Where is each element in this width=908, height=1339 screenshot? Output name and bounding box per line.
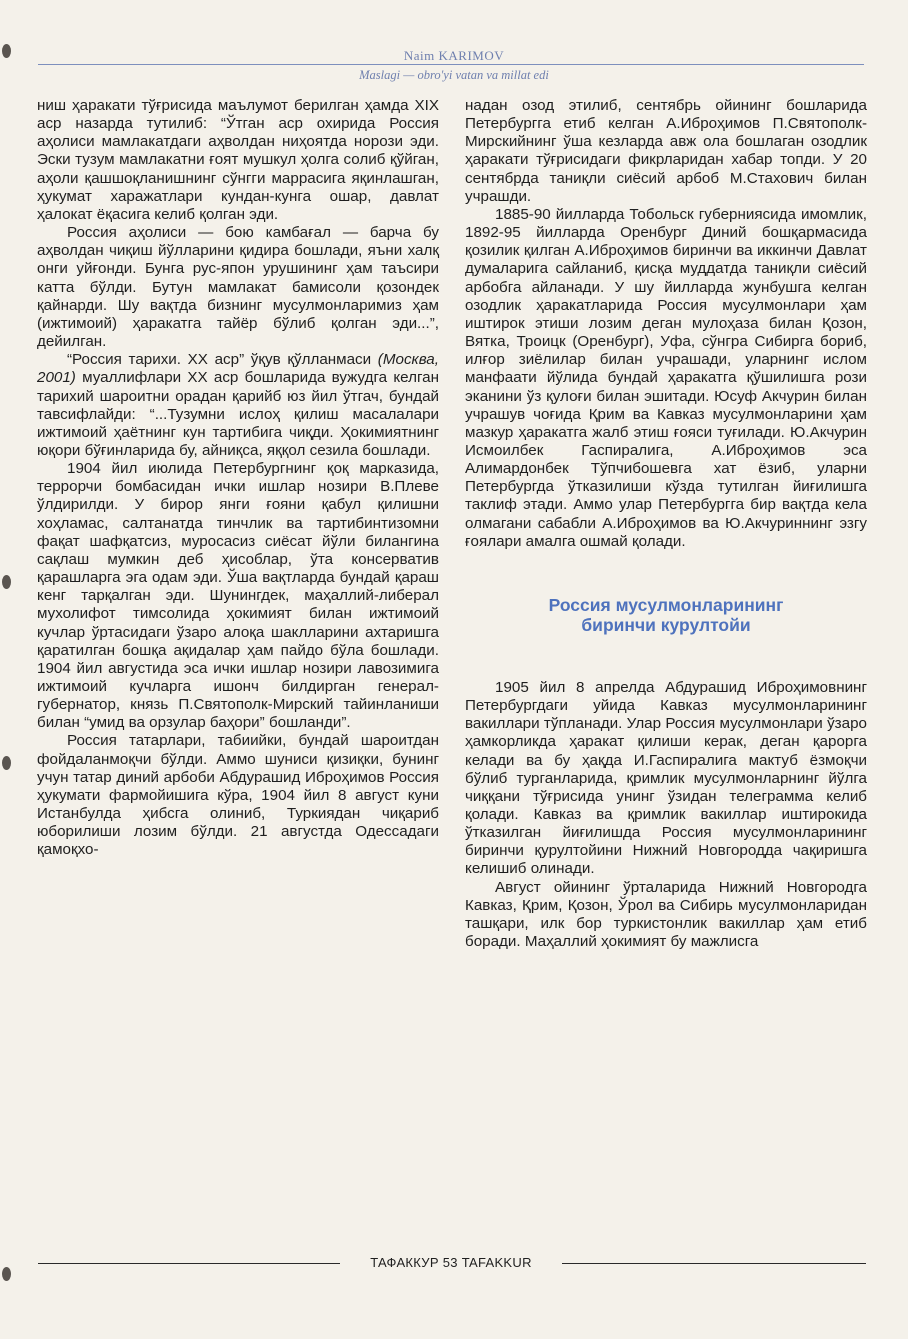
page-footer: ТАФАККУР 53 TAFAKKUR — [370, 1255, 532, 1270]
paragraph: Россия татарлари, табиийки, бундай шароитдан фойдаланмоқчи бўлди. Аммо шуниси қизиқки, бунинг учун татар диний арбоби Абдурашид Иброҳимов Россия ҳукумати фармойишига кўра, 1904 йил 8 август куни Истанбулда ҳибсга олиниб, Туркиядан чиқариб юборилиши лозим бўлди. 21 августда Одессадаги қамоқхо- — [37, 732, 439, 859]
binder-hole — [2, 1267, 11, 1281]
footer-rule-right — [562, 1263, 866, 1264]
citation: (Москва, 2001) — [37, 351, 439, 387]
paragraph: надан озод этилиб, сентябрь ойининг бошларида Петербургга етиб келган А.Иброҳимов П.Святополк-Мирскийнинг ўша кезларда авж ола бошлаган озодлик ҳаракати тўғрисидаги фикрларидан хабар топди. У 20 сентябрда таниқли сиёсий арбоб М.Стахович билан учрашди. — [465, 97, 867, 205]
paragraph-text: муаллифлари XX аср бошларида вужудга келган тарихий шароитни орадан қарийб юз йил ўтгач, бундай тавсифлайди: “...Тузумни ислоҳ қилиш масалалари ижтимоий ҳаётнинг кун тартибига чиқди. Ҳокимиятнинг юқори бўғинларида бу, айниқса, яққол сезила бошлади. — [37, 369, 439, 459]
binder-hole — [2, 575, 11, 589]
paragraph: 1905 йил 8 апрелда Абдурашид Иброҳимовнинг Петербургдаги уйида Кавказ мусулмонларининг вакиллари тўпланади. Улар Россия мусулмонлари ўзаро ҳамкорликда ҳаракат қилиши керак, деган қарорга келади ва бу ҳақда И.Гаспиралига мактуб ёзмоқчи бўлиб турганларида, қримлик мусулмонларнинг йўлга чиққани тўғрисида унинг ўзидан телеграмма келиб қолади. Кавказ ва қримлик вакиллар иштирокида ўтказилган йиғилишда Россия мусулмонларининг биринчи қурултойини Нижний Новгородда чақиришга келишиб олинади. — [465, 678, 867, 878]
paragraph — [37, 351, 439, 460]
section-heading — [465, 595, 867, 635]
running-header-subtitle: Maslagi — obro'yi vatan va millat edi — [359, 68, 549, 82]
left-column — [37, 97, 439, 860]
footer-rule-left — [38, 1263, 340, 1264]
binder-hole — [2, 756, 11, 770]
paragraph: ниш ҳаракати тўғрисида маълумот берилган ҳамда XIX аср назарда тутилиб: “Ўтган аср охирида Россия аҳолиси мамлакатдаги аҳволдан ниҳоятда норози эди. Эски тузум мамлакатни ғоят мушкул ҳолга солиб қўйган, аҳоли қашшоқланишнинг сўнгги маррасига яқинлашган, ҳукумат харажатлари кундан-кунга ошар, давлат ҳалокат ёқасига келиб қолган эди. — [37, 97, 439, 223]
paragraph-text: “Россия тарихи. XX аср” ўқув қўлланмаси — [67, 351, 372, 369]
paragraph: 1904 йил июлида Петербургнинг қоқ марказида, террорчи бомбасидан ички ишлар нозири В.Плеве ўлдирилди. У бирор янги ғояни қабул қилишни хоҳламас, салтанатда тинчлик ва тартибинтизомни фақат шафқатсиз, муросасиз сиёсат йўли билангина сақлаш мумкин деб ҳисоблар, ўта консерватив қарашларга эга одам эди. Ўша вақтларда бундай қараш кенг тарқалган эди. Шунингдек, маҳаллий-либерал мухолифот тимсолида ҳокимият билан ижтимоий кучлар ўртасидаги ўзаро алоқа шаклларини ахтаришга қаратилган бошқа ақидалар ҳам пайдо бўла бошлади. 1904 йил августида эса ички ишлар нозири лавозимига ижтимоий кучларга ишонч билдирган генерал-губернатор, князь П.Святополк-Мирский тайинланиши билан “умид ва орзулар баҳори” бошланди”. — [37, 460, 439, 732]
paragraph: 1885-90 йилларда Тобольск губерниясида имомлик, 1892-95 йилларда Оренбург Диний бошқармасида қозилик қилган А.Иброҳимов биринчи ва иккинчи Давлат думаларига сайланиб, қисқа муддатда таниқли сиёсий арбобга айланади. У шу йилларда жунбушга келган озодлик ҳаракатларида Россия мусулмонлари ҳам иштирок этиши лозим деган мулоҳаза билан Қозон, Вятка, Троицк (Оренбург), Уфа, сўнгра Сибирга бориб, илғор зиёлилар билан учрашади, уларнинг ислом манфаати йўлида бундай ҳаракатга қўшилишга рози эканини ўз қулоғи билан эшитади. Юсуф Акчурин билан учрашув чоғида Қрим ва Кавказ мусулмонларини ҳам мазкур ҳаракатга жалб этиш ғояси туғилади. Ю.Акчурин Исмоилбек Гаспиралига, А.Иброҳимов эса Алимардонбек Тўпчибошевга хат ёзиб, уларни Петербургда ўтказилиши кўзда тутилган йиғилишга таклиф этади. Аммо улар Петербургга бир вақтда кела олмагани сабабли А.Иброҳимов ва Ю.Акчуриннинг эзгу ғоялари амалга ошмай қолади. — [465, 205, 867, 550]
paragraph: Россия аҳолиси — бою камбағал — барча бу аҳволдан чиқиш йўлларини қидира бошлади, яъни халқ онги уйғонди. Бунга рус-япон урушининг ҳам таъсири катта бўлди. Бутун мамлакат бамисоли қозондек қайнарди. Шу вақтда бизнинг мусулмонларимиз ҳам (ижтимоий) ҳаракатга тайёр бўлиб қолган эди...”, дейилган. — [37, 224, 439, 351]
section-heading-line: биринчи курултойи — [581, 614, 751, 635]
section-heading-line: Россия мусулмонларининг — [548, 594, 784, 615]
running-header-author: Naim KARIMOV — [403, 48, 505, 63]
right-column — [465, 97, 867, 951]
header-divider — [38, 64, 864, 65]
paragraph: Август ойининг ўрталарида Нижний Новгородга Кавказ, Қрим, Қозон, Ўрол ва Сибирь мусулмонларидан ташқари, илк бор туркистонлик вакиллар ҳам етиб боради. Маҳаллий ҳокимият бу мажлисга — [465, 878, 867, 951]
